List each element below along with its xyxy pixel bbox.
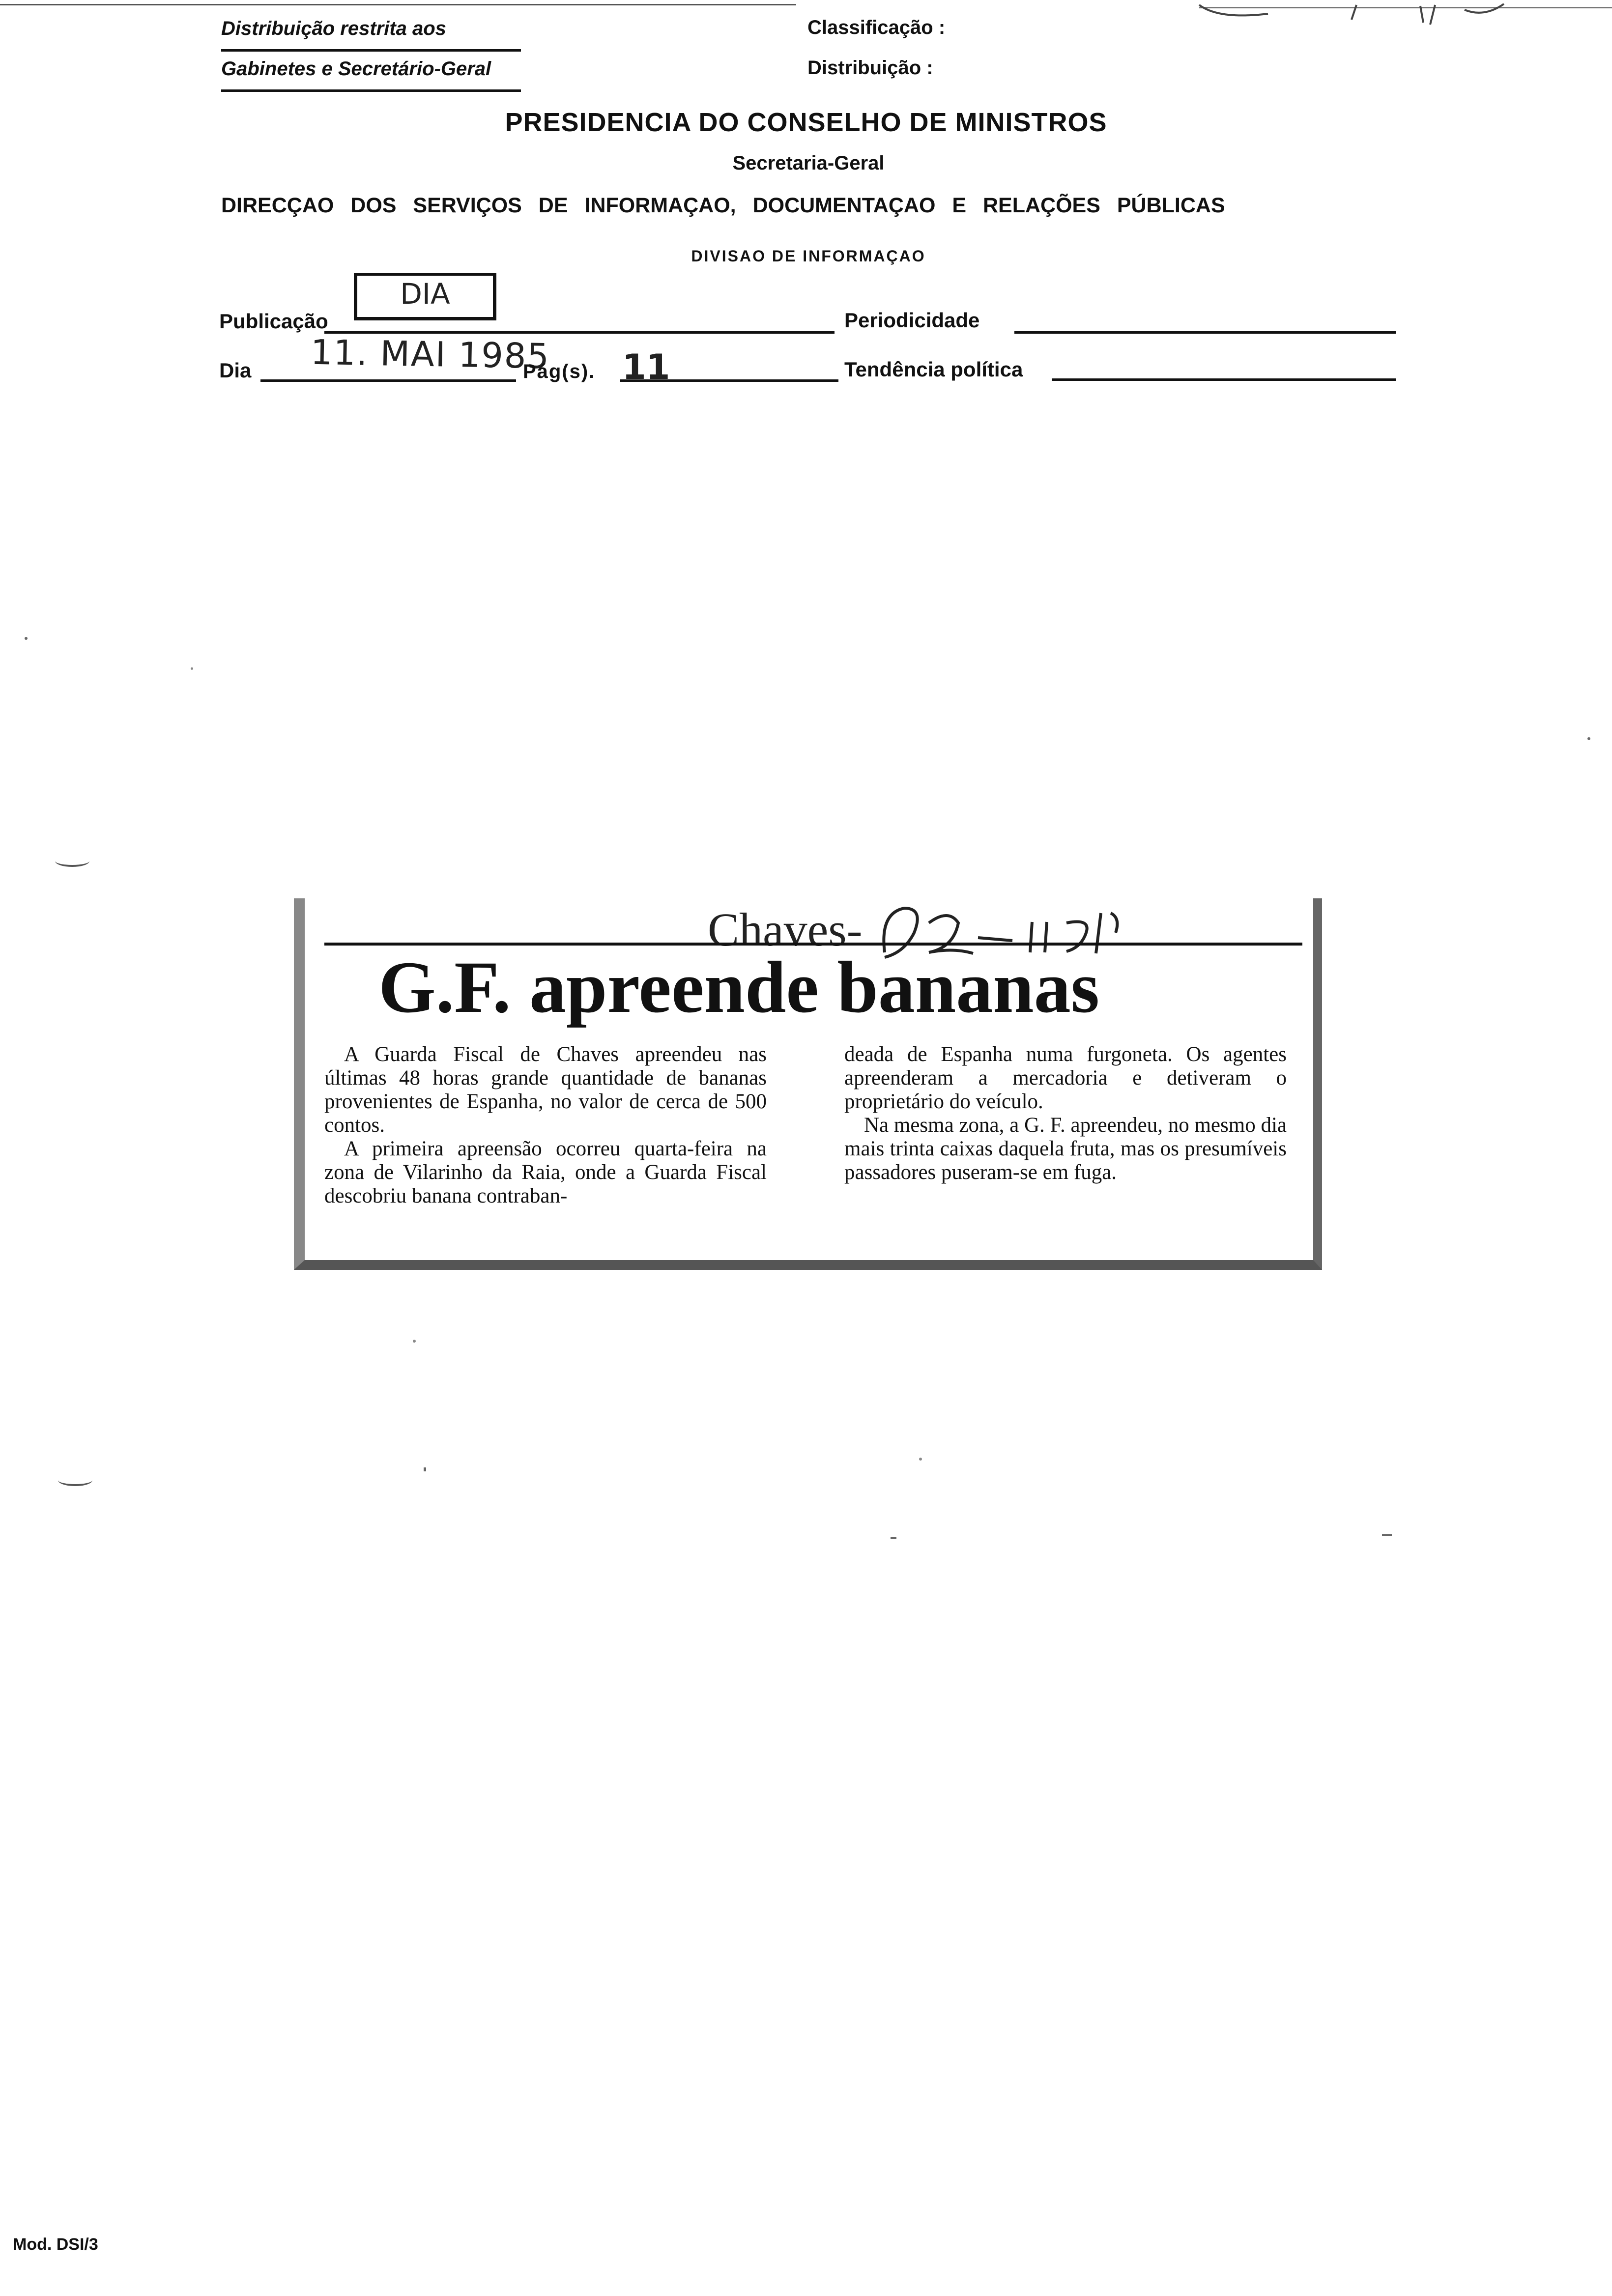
division-title: DIVISAO DE INFORMAÇAO (691, 247, 926, 265)
handwritten-marks-top-right (1189, 0, 1612, 39)
scan-speck (891, 1537, 896, 1539)
newspaper-clipping (294, 898, 1322, 1270)
clipping-column-2 (844, 1043, 1287, 1184)
model-code: Mod. DSI/3 (13, 2235, 98, 2254)
clipping-col1-paragraph-1: A Guarda Fiscal de Chaves apreendeu nas últimas 48 horas grande quantidade de bananas provenientes de Espanha, no valor de cerca de 500 contos. (324, 1043, 767, 1137)
distribution-underline-2 (221, 89, 521, 92)
publication-stamp (354, 273, 496, 320)
day-label: Dia (219, 359, 252, 382)
distribution-underline-1 (221, 49, 521, 52)
day-value: 11. MAI 1985 (310, 332, 550, 377)
publication-label: Publicação (219, 310, 328, 333)
periodicity-label: Periodicidade (844, 309, 980, 332)
classification-label: Classificação : (807, 17, 946, 38)
pages-value: 11 (622, 347, 670, 387)
clipping-headline: G.F. apreende bananas (378, 947, 1100, 1028)
org-subtitle: Secretaria-Geral (732, 152, 885, 174)
clipping-col1-paragraph-2: A primeira apreensão ocorreu quarta-feira na zona de Vilarinho da Raia, onde a Guarda Fiscal descobriu banana contraban- (324, 1137, 767, 1207)
distribution-restricted-line2: Gabinetes e Secretário-Geral (221, 58, 491, 80)
clipping-location: Chaves- (708, 903, 863, 956)
political-tendency-label: Tendência política (844, 358, 1023, 381)
scan-speck (413, 1340, 416, 1343)
scan-speck (191, 667, 193, 670)
publication-stamp-text: DIA (400, 277, 450, 311)
scan-speck (25, 637, 28, 640)
top-scan-line (0, 4, 796, 5)
clipping-col2-paragraph-2: Na mesma zona, a G. F. apreendeu, no mesmo dia mais trinta caixas daquela fruta, mas os presumíveis passadores puseram-se em fuga. (844, 1114, 1287, 1184)
periodicity-field-line (1014, 331, 1396, 334)
pages-field-line (620, 379, 838, 382)
scan-speck (919, 1458, 922, 1461)
clipping-col2-paragraph-1: deada de Espanha numa furgoneta. Os agentes apreenderam a mercadoria e detiveram o proprietário do veículo. (844, 1043, 1287, 1113)
day-field-line (260, 379, 516, 382)
scan-mark (58, 1474, 92, 1486)
org-title: PRESIDENCIA DO CONSELHO DE MINISTROS (505, 108, 1107, 137)
political-tendency-field-line (1052, 378, 1396, 381)
directorate-title: DIRECÇAO DOS SERVIÇOS DE INFORMAÇAO, DOCUMENTAÇAO E RELAÇÕES PÚBLICAS (221, 194, 1225, 217)
scan-speck (424, 1467, 426, 1471)
distribution-label: Distribuição : (807, 57, 933, 79)
scan-speck (1587, 737, 1590, 740)
distribution-restricted-line1: Distribuição restrita aos (221, 18, 446, 39)
pages-label: Pág(s). (523, 361, 596, 382)
scan-mark (55, 855, 89, 867)
clipping-column-1 (324, 1043, 767, 1208)
scan-speck (1382, 1534, 1392, 1536)
